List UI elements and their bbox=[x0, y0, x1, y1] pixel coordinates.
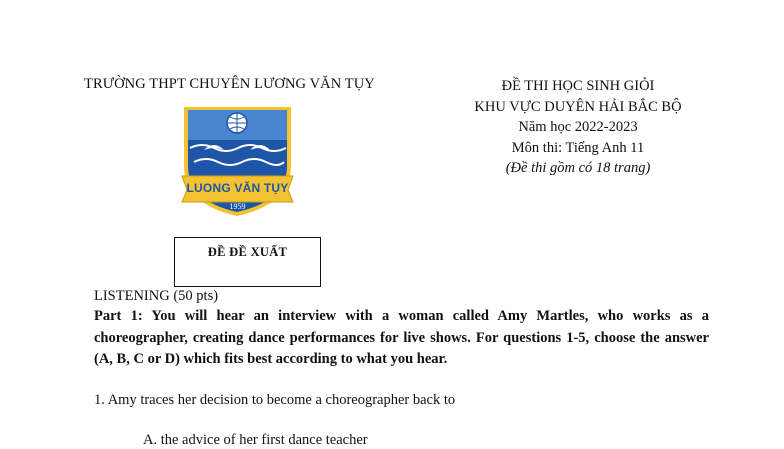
page-count-note: (Đề thi gồm có 18 trang) bbox=[505, 160, 651, 176]
school-name: TRƯỜNG THPT CHUYÊN LƯƠNG VĂN TỤY bbox=[84, 76, 375, 92]
question-1-stem: 1. Amy traces her decision to become a choreographer back to bbox=[94, 392, 456, 408]
exam-title: ĐỀ THI HỌC SINH GIỎI bbox=[501, 78, 655, 94]
question-1-option-a: A. the advice of her first dance teacher bbox=[143, 432, 368, 448]
logo-text: LUONG VĂN TỤY bbox=[186, 181, 289, 195]
part1-instructions: Part 1: You will hear an interview with a woman called Amy Martles, who works as a choreographer, creating dance performances for live shows. For questions 1-5, choose the answer (A, B, C or D) which fits best according to what you hear. bbox=[94, 308, 709, 367]
school-year: Năm học 2022-2023 bbox=[518, 119, 638, 135]
exam-region: KHU VỰC DUYÊN HẢI BẮC BỘ bbox=[474, 98, 682, 115]
proposal-label: ĐỀ ĐỀ XUẤT bbox=[207, 245, 288, 259]
logo-year: 1959 bbox=[229, 202, 246, 211]
school-logo bbox=[180, 104, 295, 220]
exam-subject: Môn thi: Tiếng Anh 11 bbox=[511, 139, 645, 156]
exam-header bbox=[440, 76, 716, 179]
proposal-box bbox=[174, 237, 321, 287]
section-title: LISTENING (50 pts) bbox=[94, 288, 219, 304]
